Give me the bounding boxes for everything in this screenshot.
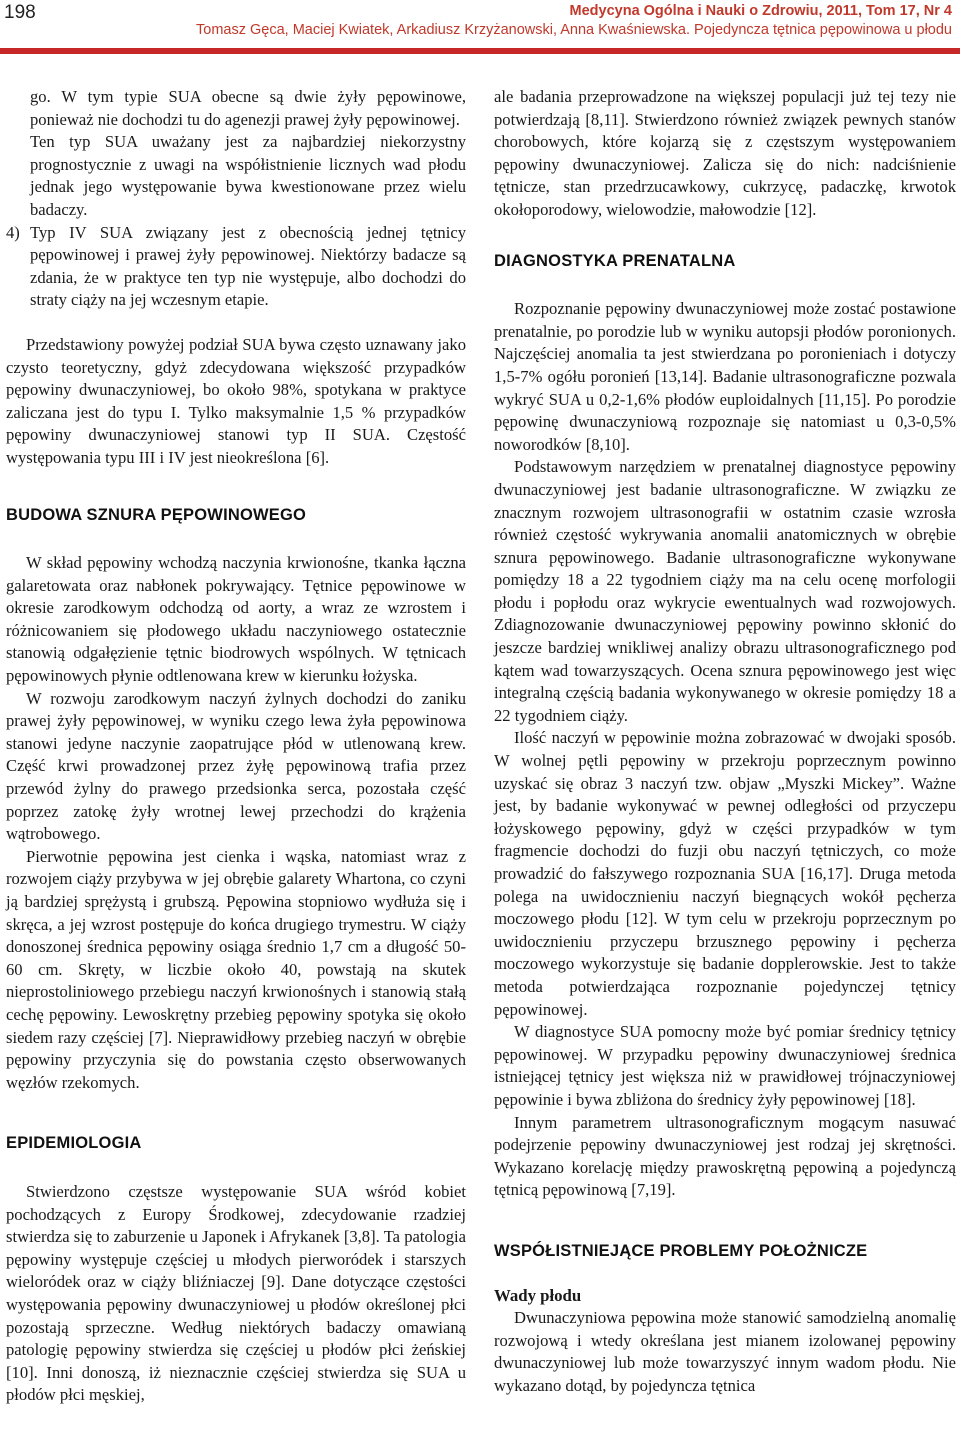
paragraph: Ilość naczyń w pępowinie można zobrazować w dwojaki sposób. W wolnej pętli pępowiny w przekroju poprzecznym powinno uzyskać się obraz 3 naczyń tzw. objaw „Myszki Mickey”. Ważne jest, by badanie wykonywać w pewnej odległości od przyczepu łożyskowego pępowiny, gdyż w części przypadków w tym fragmencie dochodzi do fuzji obu naczyń tętniczych, co może prowadzić do fałszywego rozpoznania SUA [16,17]. Druga metoda polega na uwidocznieniu naczyń biegnących wokół pęcherza moczowego płodu [12]. W tym celu w przekroju poprzecznym po uwidocznieniu przyczepu brzusznego pępowiny i pęcherza moczowego wykorzystuje się badanie dopplerowskie. Jest to także metoda potwierdzająca rozpoznanie pojedynczej tętnicy pępowinowej.	[494, 728, 956, 1019]
header-rule	[0, 48, 960, 54]
paragraph: Pierwotnie pępowina jest cienka i wąska, natomiast wraz z rozwojem ciąży przybywa w jej obrębie galarety Whartona, co czyni ją bardziej sprężystą i grubszą. Pępowina stopniowo wydłuża się i skręca, a jej wzrost postępuje do końca drugiego trymestru. W ciąży donoszonej średnica pępowiny osiąga średnio 1,7 cm a długość 50-60 cm. Skręty, w liczbie około 40, powstają na skutek nieprostoliniowego przebiegu naczyń krwionośnych i stanowią stałą cechę pępowiny. Lewoskrętny przebieg pępowiny spotyka się około siedem razy częściej [7]. Nieprawidłowy przebieg naczyń w obrębie pępowiny przyczynia się do powstania często obserwowanych węzłów rzekomych.	[6, 846, 466, 1092]
paragraph: ale badania przeprowadzone na większej populacji już tej tezy nie potwierdzają [8,11]. Stwierdzono również związek pewnych stanów chorobowych, które kojarzą się z częstszym występowaniem pępowiny dwunaczyniowej. Zalicza się do nich: nadciśnienie tętnicze, stan przedrzucawkowy, cukrzycę, padaczkę, krwotok okołoporodowy, wielowodzie, małowodzie [12].	[494, 87, 956, 219]
list-text: Typ IV SUA związany jest z obecnością jednej tętnicy pępowinowej i prawej żyły pępowinowej. Niektórzy badacze są zdania, że w praktyce ten typ nie występuje, albo dochodzi do straty ciąży na jej wczesnym etapie.	[30, 222, 466, 310]
subsection-heading-wady: Wady płodu	[494, 1285, 582, 1305]
page-header	[0, 0, 960, 56]
page-number: 198	[4, 2, 36, 23]
section-heading-epidemiologia: EPIDEMIOLOGIA	[6, 1134, 142, 1153]
running-head-authors: Tomasz Gęca, Maciej Kwiatek, Arkadiusz Krzyżanowski, Anna Kwaśniewska. Pojedyncza tętnica pępowinowa u płodu	[196, 22, 952, 38]
right-column	[494, 86, 956, 1397]
paragraph: Innym parametrem ultrasonograficznym mogącym nasuwać podejrzenie pępowiny dwunaczyniowej jest rodzaj jej skrętności. Wykazano korelację między prawoskrętną pępowiną a pojedynczą tętnicą pępowinową [7,19].	[494, 1112, 956, 1200]
paragraph: Podstawowym narzędziem w prenatalnej diagnostyce pępowiny dwunaczyniowej jest badanie ultrasonograficzne. W związku ze znacznym rozwojem ultrasonografii w ostatnim czasie wzrosła również częstość wykrywania anomalii anatomicznych w obrębie sznura pępowinowego. Badanie ultrasonograficzne wykonywane pomiędzy 18 a 22 tygodniem ciąży ma na celu ocenę morfologii płodu i popłodu oraz wykrycie ewentualnych wad rozwojowych. Zdiagnozowanie dwunaczyniowej pępowiny powinno skłonić do jeszcze bardziej wnikliwej analizy obrazu ultrasonograficznego pod kątem wad towarzyszących. Ocena sznura pępowinowego jest więc integralną częścią badania wykonywanego w okresie pomiędzy 18 a 22 tygodniem ciąży.	[494, 457, 956, 725]
paragraph: W diagnostyce SUA pomocny może być pomiar średnicy tętnicy pępowinowej. W przypadku pępowiny dwunaczyniowej średnica istniejącej tętnicy jest większa niż w prawidłowej trójnaczyniowej pępowinie i bywa zbliżona do średnicy żyły pępowinowej [18].	[494, 1022, 956, 1109]
paragraph: Dwunaczyniowa pępowina może stanowić samodzielną anomalię rozwojową i wtedy określana jest mianem izolowanej pępowiny dwunaczyniowej lub może towarzyszyć innym wadom płodu. Nie wykazano dotąd, by pojedyncza tętnica	[494, 1308, 956, 1395]
section-heading-wspolistniejace: WSPÓŁISTNIEJĄCE PROBLEMY POŁOŻNICZE	[494, 1241, 868, 1260]
paragraph: W skład pępowiny wchodzą naczynia krwionośne, tkanka łączna galaretowata oraz nabłonek pokrywający. Tętnice pępowinowe w okresie zarodkowym odchodzą od aorty, a wraz ze wzrostem i różnicowaniem się płodowego układu naczyniowego ostatecznie stanowią odgałęzienie tętnic biodrowych wspólnych. W tętnicach pępowinowych płynie odtlenowana krew w kierunku łożyska.	[6, 553, 466, 686]
list-item-4	[6, 222, 466, 312]
paragraph: go. W tym typie SUA obecne są dwie żyły pępowinowe, ponieważ nie dochodzi tu do agenezji prawej żyły pępowinowej.	[30, 87, 466, 129]
left-column	[6, 86, 466, 1407]
list-number: 4)	[6, 222, 20, 242]
paragraph: Ten typ SUA uważany jest za najbardziej niekorzystny prognostycznie z uwagi na współistnienie licznych wad płodu jednak jego występowanie bywa kwestionowane przez wielu badaczy.	[30, 132, 466, 219]
section-heading-diagnostyka: DIAGNOSTYKA PRENATALNA	[494, 251, 736, 270]
journal-title: Medycyna Ogólna i Nauki o Zdrowiu, 2011, Tom 17, Nr 4	[569, 3, 952, 19]
paragraph: W rozwoju zarodkowym naczyń żylnych dochodzi do zaniku prawej żyły pępowinowej, w wyniku czego lewa żyła pępowinowa stanowi jedyne naczynie zaopatrujące płód w utlenowaną krew. Część krwi prowadzonej przez żyłę pępowinową trafia przez przewód żylny do prawego przedsionka serca, pozostała część poprzez zatokę żyły wrotnej lewej przechodzi do krążenia wątrobowego.	[6, 688, 466, 844]
section-heading-budowa: BUDOWA SZNURA PĘPOWINOWEGO	[6, 505, 307, 524]
paragraph: Przedstawiony powyżej podział SUA bywa często uznawany jako czysto teoretyczny, gdyż zdecydowana większość przypadków pępowiny dwunaczyniowej, bo około 98%, spotykana w praktyce zaliczana jest do typu I. Tylko maksymalnie 1,5 % przypadków pępowiny dwunaczyniowej stanowi typ II SUA. Częstość występowania typu III i IV jest nieokreślona [6].	[6, 334, 466, 467]
paragraph: Rozpoznanie pępowiny dwunaczyniowej może zostać postawione prenatalnie, po porodzie lub w wyniku autopsji płodów poronionych. Najczęściej anomalia ta jest stwierdzana po poronieniach i dotyczy 1,5-7% ogółu poronień [13,14]. Badanie ultrasonograficzne pozwala wykryć SUA u 0,2-1,6% płodów euploidalnych [11,15]. Po porodzie pępowinę dwunaczyniową rozpoznaje się natomiast u 0,3-0,5% noworodków [8,10].	[494, 299, 956, 454]
paragraph: Stwierdzono częstsze występowanie SUA wśród kobiet pochodzących z Europy Środkowej, zdecydowanie rzadziej stwierdza się to zaburzenie u Japonek i Afrykanek [3,8]. Ta patologia pępowiny występuje częściej u młodych pierworódek i starszych wieloródek oraz w ciąży bliźniaczej [9]. Dane dotyczące częstości występowania pępowiny dwunaczyniowej u płodów określonej płci pozostają sprzeczne. Według niektórych badaczy omawianą patologię pępowiny stwierdza się częściej u płodów płci żeńskiej [10]. Inni donoszą, iż nieznacznie częściej stwierdza się SUA u płodów płci męskiej,	[6, 1181, 466, 1405]
